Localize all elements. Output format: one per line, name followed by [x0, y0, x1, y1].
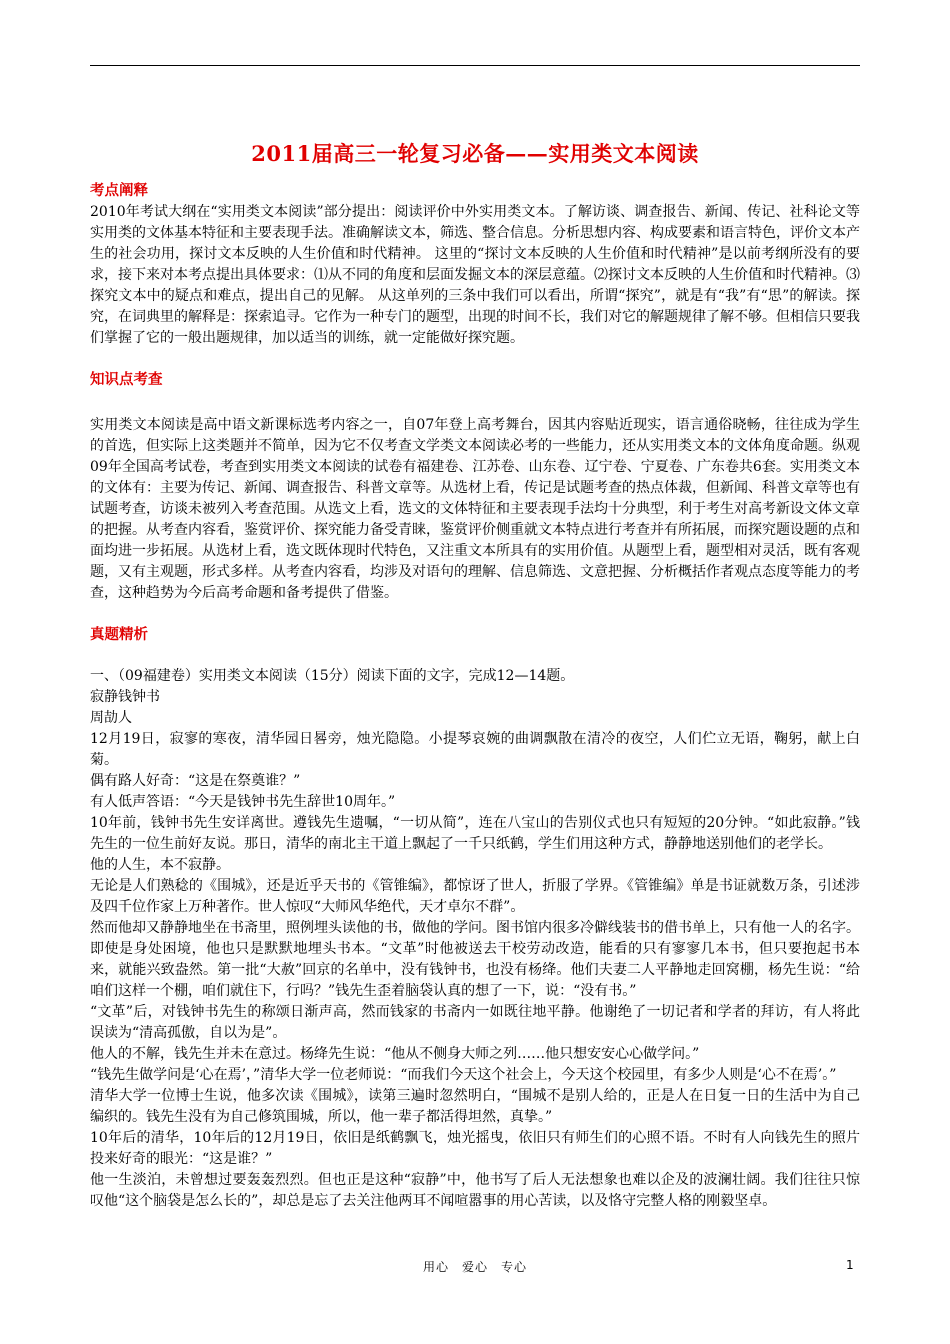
article-paragraph: “钱先生做学问是‘心在焉’，”清华大学一位老师说：“而我们今天这个社会上，今天这个校园里，有多少人则是‘心不在焉’。” [90, 1067, 837, 1083]
article-paragraph: “文革”后，对钱钟书先生的称颂日渐声高，然而钱家的书斋内一如既往地平静。他谢绝了一切记者和学者的拜访，有人将此误读为“清高孤傲，自以为是”。 [90, 1004, 860, 1041]
article-author: 周劼人 [90, 710, 132, 726]
article-paragraph: 无论是人们熟稔的《围城》，还是近乎天书的《管锥编》，都惊讶了世人，折服了学界。《管锥编》单是书证就数万条，引述涉及四千位作家上万种著作。世人惊叹“大师风华绝代，天才卓尔不群”。 [90, 878, 860, 915]
article-paragraph: 偶有路人好奇：“这是在祭奠谁？” [90, 773, 301, 789]
document-title: 2011届高三一轮复习必备——实用类文本阅读 [251, 141, 699, 166]
article-paragraph: 他一生淡泊，未曾想过要轰轰烈烈。但也正是这种“寂静”中，他书写了后人无法想象也难以企及的波澜壮阔。我们往往只惊叹他“这个脑袋是怎么长的”，却总是忘了去关注他两耳不闻喧嚣事的用心苦读，以及恪守完整人格的刚毅坚卓。 [90, 1172, 860, 1209]
header-rule [90, 65, 860, 66]
article-paragraph: 然而他却又静静地坐在书斋里，照例埋头读他的书，做他的学问。图书馆内很多冷僻线装书的借书单上，只有他一人的名字。即使是身处困境，他也只是默默地埋头书本。“文革”时他被送去干校劳动改造，能看的只有寥寥几本书，但只要抱起书本来，就能兴致盎然。第一批“大赦”回京的名单中，没有钱钟书，也没有杨绛。他们夫妻二人平静地走回窝棚，杨先生说：“给咱们这样一个棚，咱们就住下，行吗？”钱先生歪着脑袋认真的想了一下，说：“没有书。” [90, 920, 860, 999]
article-paragraph: 10年前，钱钟书先生安详离世。遵钱先生遗嘱，“一切从简”，连在八宝山的告别仪式也只有短短的20分钟。“如此寂静。”钱先生的一位生前好友说。那日，清华的南北主干道上飘起了一千只纸鹤，学生们用这种方式，静静地送别他们的老学长。 [90, 815, 860, 852]
section-heading-zhenti: 真题精析 [90, 626, 148, 643]
section-body-kaodian: 2010年考试大纲在“实用类文本阅读”部分提出：阅读评价中外实用类文本。了解访谈、调查报告、新闻、传记、社科论文等实用类的文体基本特征和主要表现手法。准确解读文本，筛选、整合信息。分析思想内容、构成要素和语言特色，评价文本产生的社会功用，探讨文本反映的人生价值和时代精神。 这里的“探讨文本反映的人生价值和时代精神”是以前考纲所没有的要求，接下来对本考点提出具体要求：⑴从不同的角度和层面发掘文本的深层意蕴。⑵探讨文本反映的人生价值和时代精神。⑶探究文本中的疑点和难点，提出自己的见解。 从这单列的三条中我们可以看出，所谓“探究”，就是有“我”有“思”的解读。探究，在词典里的解释是：探索追寻。它作为一种专门的题型，出现的时间不长，我们对它的解题规律了解不够。但相信只要我们掌握了它的一般出题规律，加以适当的训练，就一定能做好探究题。 [90, 204, 860, 346]
article-paragraph: 12月19日，寂寥的寒夜，清华园日晷旁，烛光隐隐。小提琴哀婉的曲调飘散在清冷的夜空，人们伫立无语，鞠躬，献上白菊。 [90, 731, 860, 768]
article-paragraph: 清华大学一位博士生说，他多次读《围城》，读第三遍时忽然明白，“围城不是别人给的，正是人在日复一日的生活中为自己编织的。钱先生没有为自己修筑围城，所以，他一辈子都活得坦然，真挚。” [90, 1088, 860, 1125]
document-body [90, 180, 860, 1212]
section-heading-kaodian: 考点阐释 [90, 182, 148, 199]
article-paragraph: 有人低声答语：“今天是钱钟书先生辞世10周年。” [90, 794, 396, 810]
question-intro: 一、（09福建卷）实用类文本阅读（15分）阅读下面的文字，完成12—14题。 [90, 668, 575, 684]
section-body-zhishidian: 实用类文本阅读是高中语文新课标选考内容之一，自07年登上高考舞台，因其内容贴近现实，语言通俗晓畅，往往成为学生的首选，但实际上这类题并不简单，因为它不仅考查文学类文本阅读必考的一些能力，还从实用类文本的文体角度命题。纵观09年全国高考试卷，考查到实用类文本阅读的试卷有福建卷、江苏卷、山东卷、辽宁卷、宁夏卷、广东卷共6套。实用类文本的文体有：主要为传记、新闻、调查报告、科普文章等。从选材上看，传记是试题考查的热点体裁，但新闻、科普文章等也有试题考查，访谈未被列入考查范围。从选文上看，选文的文体特征和主要表现手法均十分典型，利于考生对高考新设文体文章的把握。从考查内容看，鉴赏评价、探究能力备受青睐，鉴赏评价侧重就文本特点进行考查并有所拓展，而探究题设题的点和面均进一步拓展。从选材上看，选文既体现时代特色，又注重文本所具有的实用价值。从题型上看，题型相对灵活，既有客观题，又有主观题，形式多样。从考查内容看，均涉及对语句的理解、信息筛选、文意把握、分析概括作者观点态度等能力的考查，这种趋势为今后高考命题和备考提供了借鉴。 [90, 417, 860, 601]
page-number: 1 [846, 1258, 854, 1272]
article-title: 寂静钱钟书 [90, 689, 160, 705]
article-paragraph: 10年后的清华，10年后的12月19日，依旧是纸鹤飘飞，烛光摇曳，依旧只有师生们的心照不语。不时有人向钱先生的照片投来好奇的眼光：“这是谁？” [90, 1130, 860, 1167]
page-footer: 用心 爱心 专心 [422, 1260, 527, 1274]
article-paragraph: 他人的不解，钱先生并未在意过。杨绛先生说：“他从不侧身大师之列……他只想安安心心做学问。” [90, 1046, 700, 1062]
article-paragraph: 他的人生，本不寂静。 [90, 857, 230, 873]
section-heading-zhishidian: 知识点考查 [90, 371, 163, 388]
